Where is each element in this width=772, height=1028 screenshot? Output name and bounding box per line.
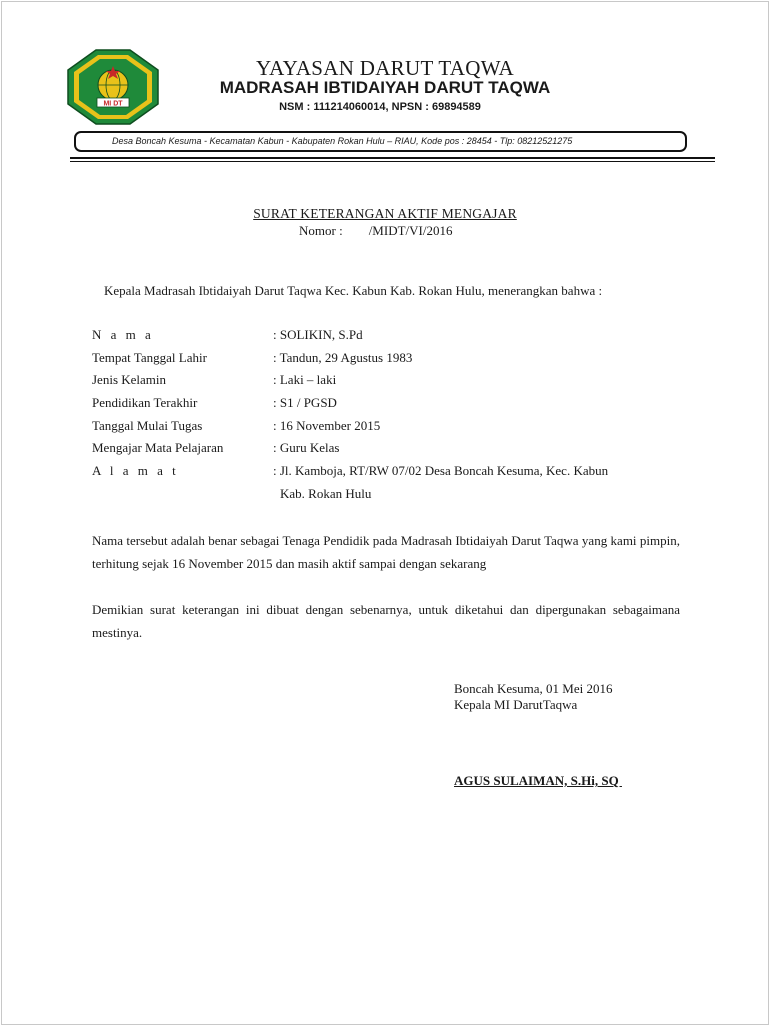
field-value: : Jl. Kamboja, RT/RW 07/02 Desa Boncah Kesuma, Kec. Kabun	[273, 463, 609, 478]
page-border	[1, 1, 769, 1025]
signature-role: Kepala MI DarutTaqwa	[454, 697, 578, 712]
field-label: Pendidikan Terakhir	[92, 395, 198, 410]
header-rule-thin	[70, 161, 715, 162]
field-label: Jenis Kelamin	[92, 372, 167, 387]
paragraph-closing: Demikian surat keterangan ini dibuat dengan sebenarnya, untuk diketahui dan dipergunakan sebagaimana mestinya.	[92, 602, 680, 640]
document-number: Nomor : /MIDT/VI/2016	[299, 223, 453, 238]
field-label: Tanggal Mulai Tugas	[92, 418, 203, 433]
address-text: Desa Boncah Kesuma - Kecamatan Kabun - Kabupaten Rokan Hulu – RIAU, Kode pos : 28454 - Tlp: 08212521275	[112, 136, 573, 146]
signature-place-date: Boncah Kesuma, 01 Mei 2016	[454, 681, 613, 696]
field-value: : Guru Kelas	[273, 440, 340, 455]
intro-statement: Kepala Madrasah Ibtidaiyah Darut Taqwa Kec. Kabun Kab. Rokan Hulu, menerangkan bahwa :	[104, 283, 603, 298]
field-value: : Tandun, 29 Agustus 1983	[273, 350, 413, 365]
address-box	[74, 131, 687, 152]
field-value: : 16 November 2015	[273, 418, 381, 433]
organization-name: YAYASAN DARUT TAQWA	[256, 56, 514, 80]
field-label: Tempat Tanggal Lahir	[92, 350, 207, 365]
paragraph-statement: Nama tersebut adalah benar sebagai Tenaga Pendidik pada Madrasah Ibtidaiyah Darut Taqwa yang kami pimpin, terhitung sejak 16 November 2015 dan masih aktif sampai dengan sekarang	[92, 533, 680, 571]
document-title: SURAT KETERANGAN AKTIF MENGAJAR	[253, 206, 517, 221]
field-value: : Laki – laki	[273, 372, 337, 387]
field-label: N a m a	[92, 327, 154, 342]
field-value: : SOLIKIN, S.Pd	[273, 327, 363, 342]
field-label: Mengajar Mata Pelajaran	[92, 440, 224, 455]
field-value: : S1 / PGSD	[273, 395, 337, 410]
field-label: A l a m a t	[92, 463, 179, 478]
logo-banner-text: MI DT	[103, 100, 123, 108]
school-name: MADRASAH IBTIDAIYAH DARUT TAQWA	[219, 78, 551, 97]
header-rule-thick	[70, 157, 715, 159]
madrasah-logo	[66, 48, 160, 126]
school-ids: NSM : 111214060014, NPSN : 69894589	[279, 101, 481, 113]
signature-name: AGUS SULAIMAN, S.Hi, SQ	[454, 773, 622, 788]
address-line-2: Kab. Rokan Hulu	[280, 486, 372, 501]
